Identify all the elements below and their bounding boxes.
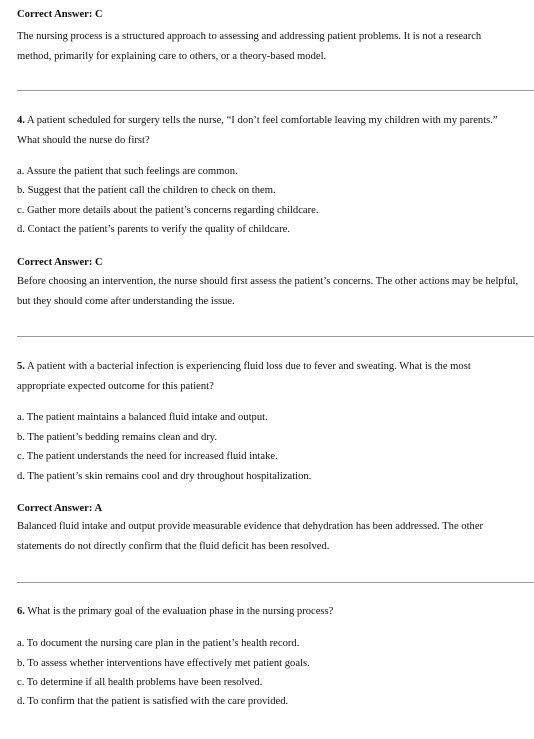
answer-option: d. The patient’s skin remains cool and dry throughout hospitalization. — [17, 471, 312, 482]
correct-answer-label: Correct Answer: C — [17, 9, 103, 20]
question-text — [17, 602, 522, 622]
question-body: A patient scheduled for surgery tells the nurse, “I don’t feel comfortable leaving my children with my parents.” What should the nurse do first? — [17, 115, 498, 146]
question-text — [17, 111, 522, 151]
correct-answer-label: Correct Answer: A — [17, 503, 103, 514]
correct-answer-label: Correct Answer: C — [17, 257, 103, 268]
answer-option: b. The patient’s bedding remains clean and dry. — [17, 432, 218, 443]
answer-option: a. To document the nursing care plan in the patient’s health record. — [17, 638, 300, 649]
answer-rationale: Balanced fluid intake and output provide measurable evidence that dehydration has been addressed. The other statements do not directly confirm that the fluid deficit has been resolved. — [17, 521, 484, 552]
question-body: What is the primary goal of the evaluation phase in the nursing process? — [27, 606, 334, 617]
answer-option: c. The patient understands the need for increased fluid intake. — [17, 451, 278, 462]
section-divider — [17, 90, 534, 91]
question-number: 5. — [17, 361, 25, 372]
question-text — [17, 357, 517, 397]
question-number: 6. — [17, 606, 25, 617]
answer-option: a. Assure the patient that such feelings are common. — [17, 166, 238, 177]
section-divider — [17, 582, 534, 583]
answer-rationale: The nursing process is a structured approach to assessing and addressing patient problems. It is not a research method, primarily for explaining care to others, or a theory-based model. — [17, 31, 482, 62]
answer-option: d. Contact the patient’s parents to verify the quality of childcare. — [17, 224, 290, 235]
answer-option: d. To confirm that the patient is satisfied with the care provided. — [17, 696, 289, 707]
answer-option: a. The patient maintains a balanced fluid intake and output. — [17, 412, 268, 423]
answer-option: b. To assess whether interventions have effectively met patient goals. — [17, 658, 310, 669]
question-number: 4. — [17, 115, 25, 126]
section-divider — [17, 336, 534, 337]
answer-option: c. Gather more details about the patient’s concerns regarding childcare. — [17, 205, 319, 216]
answer-option: b. Suggest that the patient call the children to check on them. — [17, 185, 276, 196]
question-body: A patient with a bacterial infection is experiencing fluid loss due to fever and sweating. What is the most appropriate expected outcome for this patient? — [17, 361, 471, 392]
answer-option: c. To determine if all health problems have been resolved. — [17, 677, 263, 688]
answer-rationale: Before choosing an intervention, the nurse should first assess the patient’s concerns. The other actions may be helpful, but they should come after understanding the issue. — [17, 276, 519, 307]
